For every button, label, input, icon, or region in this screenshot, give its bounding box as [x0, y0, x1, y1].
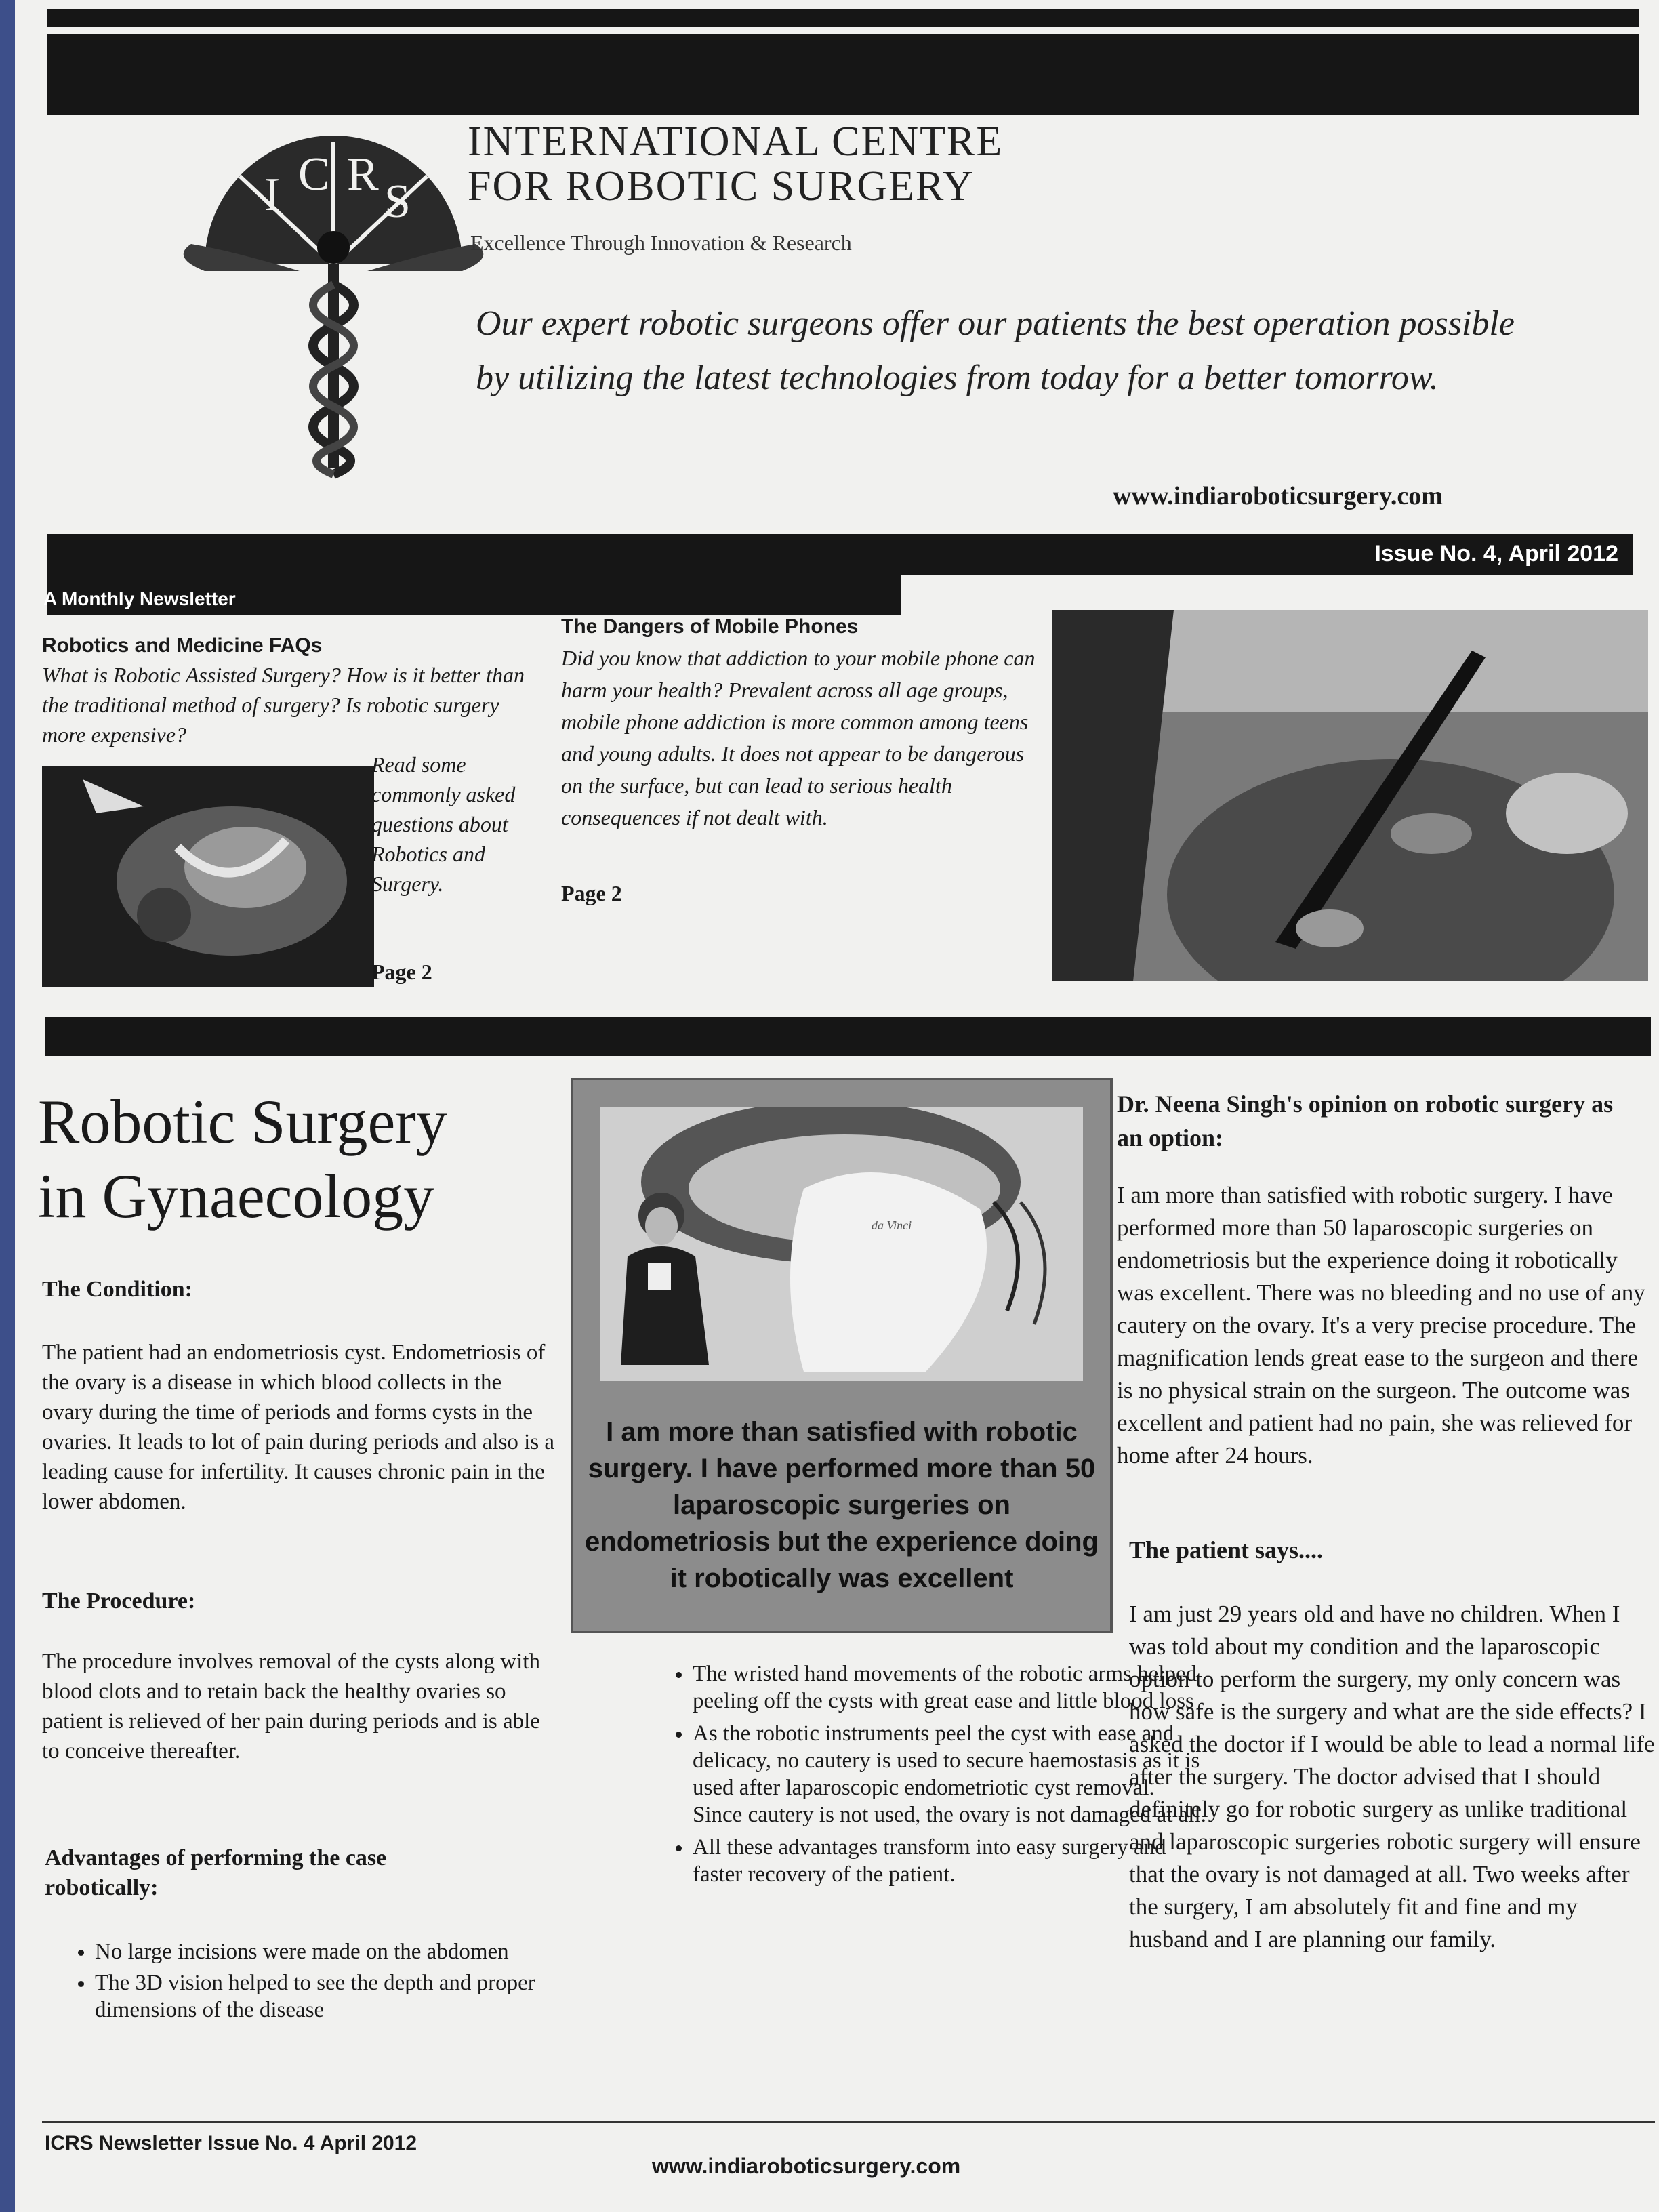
org-tagline: Excellence Through Innovation & Research [470, 230, 852, 255]
banner-left-label: A Monthly Newsletter [43, 588, 236, 609]
newsletter-page [15, 0, 1659, 2212]
org-title-line2: FOR ROBOTIC SURGERY [468, 163, 975, 209]
issue-label: Issue No. 4, April 2012 [1374, 541, 1618, 567]
list-item: • The 3D vision helped to see the depth and proper dimensions of the disease [95, 1969, 583, 2024]
list-item: • The wristed hand movements of the robotic arms helped peeling off the cysts with great ease and little blood loss [693, 1660, 1208, 1715]
caduceus-logo-icon [178, 136, 489, 488]
doctor-opinion: I am more than satisfied with robotic surgery. I have performed more than 50 laparoscopic surgeries on endometriosis but the experience doing it robotically was excellent. There was no bleeding and no use of any cautery on the ovary. It's a very precise procedure. The magnification lends great ease to the surgeon and there is no physical strain on the surgeon. The outcome was excellent and patient had no pain, she was relieved for home after 24 hours. [1117, 1182, 1645, 1469]
logo-letter: S [384, 176, 411, 228]
article-title-line2: in Gynaecology [38, 1162, 435, 1231]
advantages-list [42, 1938, 583, 2028]
advantages-heading: Advantages of performing the case robotically: [45, 1845, 387, 1900]
condition-heading: The Condition: [42, 1277, 192, 1302]
logo-letter: I [264, 169, 281, 221]
doctor-robot-photo [600, 1107, 1083, 1381]
list-item: • All these advantages transform into easy surgery and faster recovery of the patient. [693, 1834, 1208, 1888]
machine-label: da Vinci [872, 1218, 912, 1232]
doctor-with-robot-image [600, 1107, 1083, 1381]
faq-read-more: Read some commonly asked questions about Robotics and Surgery. [371, 752, 516, 896]
article-title-line1: Robotic Surgery [38, 1087, 447, 1156]
logo-letter: C [298, 148, 330, 201]
mobile-text: Did you know that addiction to your mobile phone can harm your health? Prevalent across all age groups, mobile phone addiction is more common among teens and young adults. It does not appear to be dangerous on the surface, but can lead to serious health consequences if not dealt with. [561, 646, 1036, 830]
pull-quote: I am more than satisfied with robotic surgery. I have performed more than 50 laparoscopic surgeries on endometriosis but the experience doing it robotically was excellent [585, 1417, 1099, 1593]
procedure-heading: The Procedure: [42, 1589, 196, 1614]
faq-heading: Robotics and Medicine FAQs [42, 634, 323, 657]
surgery-photo [42, 766, 374, 987]
condition-text: The patient had an endometriosis cyst. Endometriosis of the ovary is a disease in which blood collects in the ovary during the time of periods and forms cysts in the ovaries. It leads to lot of pain during periods and also is a leading cause for infertility. It causes chronic pain in the lower abdomen. [42, 1340, 555, 1514]
mission-statement: Our expert robotic surgeons offer our patients the best operation possible by utilizing the latest technologies from today for a better tomorrow. [476, 304, 1515, 397]
patient-testimonial: I am just 29 years old and have no children. When I was told about my condition and the laparoscopic option to perform the surgery, my only concern was how safe is the surgery and what are the side effects? I asked the doctor if I would be able to lead a normal life after the surgery. The doctor advised that I should definitely go for robotic surgery as unlike traditional and laparoscopic surgeries robotic surgery will ensure that the ovary is not damaged at all. Two weeks after the surgery, I am absolutely fit and fine and my husband and I are planning our family. [1129, 1601, 1655, 1952]
mobile-photo [1052, 610, 1648, 981]
list-item: • No large incisions were made on the abdomen [95, 1938, 583, 1965]
mobile-heading: The Dangers of Mobile Phones [561, 615, 859, 638]
hand-holding-phone-image [1052, 610, 1648, 981]
footer-rule [42, 2121, 1655, 2123]
footer-issue: ICRS Newsletter Issue No. 4 April 2012 [45, 2132, 417, 2154]
top-bar [47, 9, 1639, 115]
section-bar [45, 1017, 1651, 1056]
website-link[interactable]: www.indiaroboticsurgery.com [1113, 482, 1443, 510]
faq-questions: What is Robotic Assisted Surgery? How is it better than the traditional method of surgery? Is robotic surgery more expensive? [42, 663, 525, 747]
top-bar-gap [47, 27, 1639, 34]
benefits-list [591, 1660, 1208, 1892]
org-title-line1: INTERNATIONAL CENTRE [468, 119, 1004, 165]
surgery-image [42, 766, 374, 987]
logo-letter: R [347, 148, 379, 201]
doctor-heading: Dr. Neena Singh's opinion on robotic surgery as an option: [1117, 1090, 1614, 1151]
patient-heading: The patient says.... [1129, 1536, 1324, 1563]
list-item: • As the robotic instruments peel the cyst with ease and delicacy, no cautery is used to secure haemostasis as it is used after laparoscopic endometriotic cyst removal. Since cautery is not used, the ovary is not damaged at all. [693, 1720, 1208, 1828]
mobile-page-ref[interactable]: Page 2 [561, 881, 622, 905]
org-title [468, 119, 1003, 209]
faq-page-ref[interactable]: Page 2 [371, 960, 432, 984]
footer-website[interactable]: www.indiaroboticsurgery.com [652, 2154, 961, 2178]
article-title [38, 1084, 447, 1233]
procedure-text: The procedure involves removal of the cysts along with blood clots and to retain back the healthy ovaries so patient is relieved of her pain during periods and is able to conceive thereafter. [42, 1650, 540, 1763]
quote-box [571, 1078, 1113, 1633]
